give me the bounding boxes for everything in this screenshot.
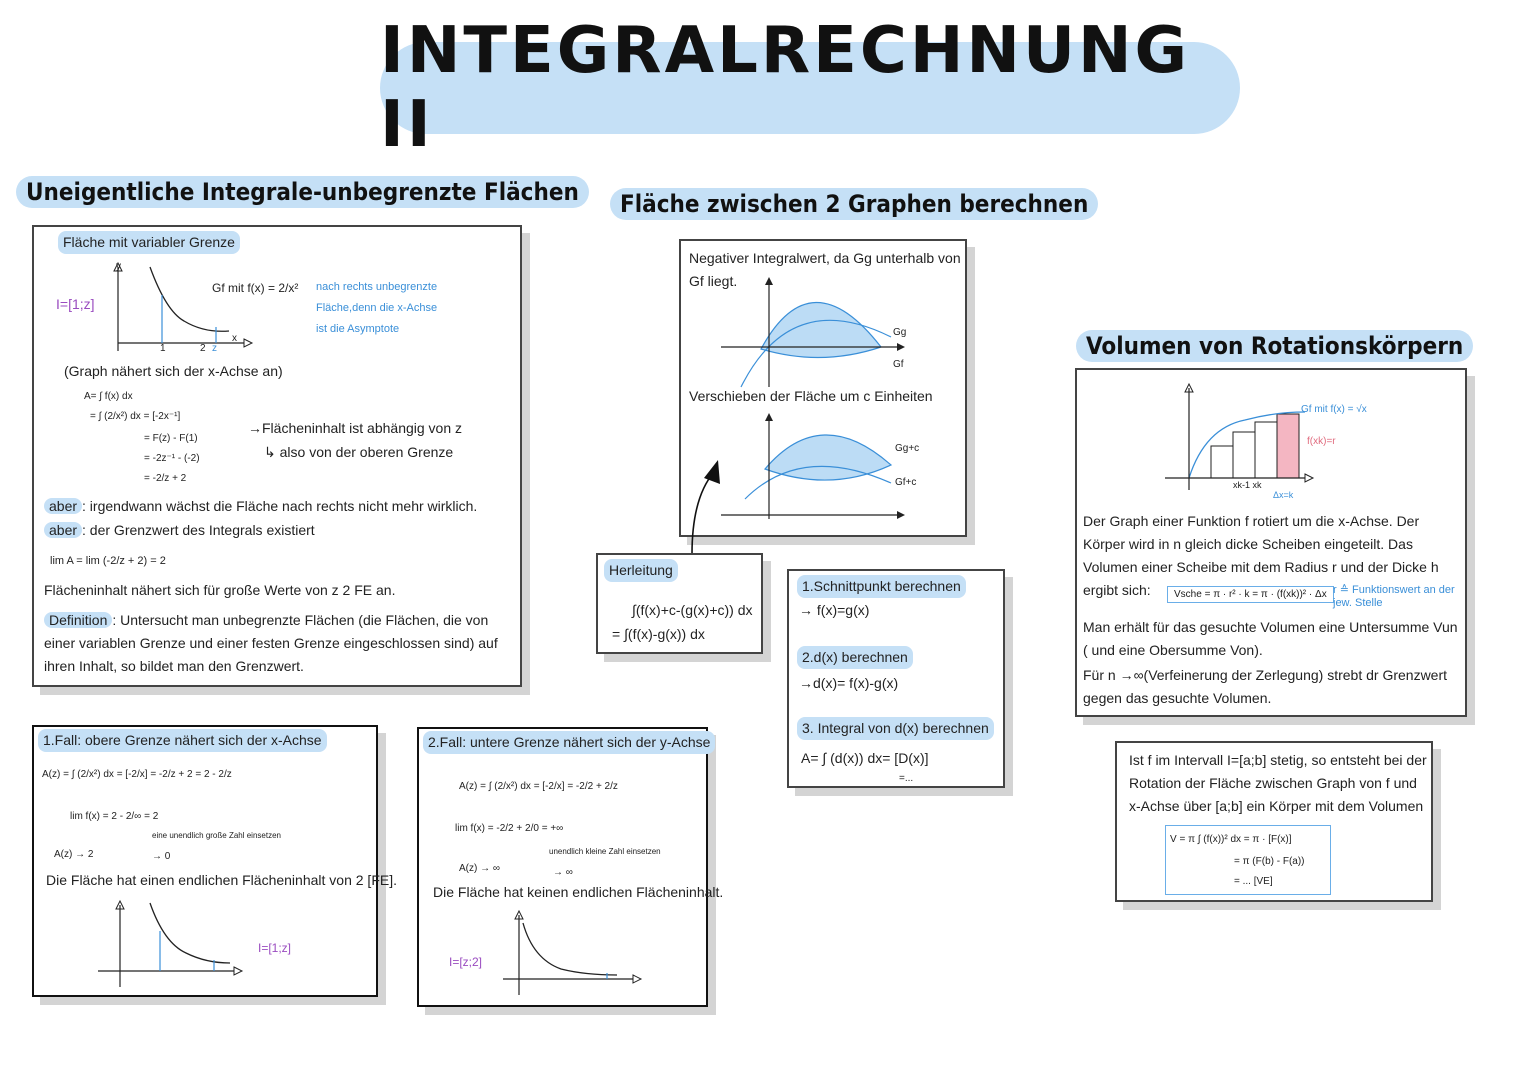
case2-line1: A(z) = ∫ (2/x²) dx = [-2/x] = -2/2 + 2/z	[459, 781, 618, 792]
volume-box	[1115, 741, 1433, 902]
improper-note-3: ist die Asymptote	[316, 323, 400, 335]
case1-line2: lim f(x) = 2 - 2/∞ = 2	[70, 811, 159, 822]
limit-line: lim A = lim (-2/z + 2) = 2	[50, 555, 166, 567]
box-f1: V = π ∫ (f(x))² dx = π · [F(x)]	[1170, 834, 1292, 845]
step1-body: → f(x)=g(x)	[799, 602, 870, 618]
improper-card: Fläche mit variabler Grenze I=[1;z] 1 2 z x y Gf mit f(x) = 2/x² nach rechts unbegrenzte Fläche,denn die x-Achse ist die Asymptote (Graph nähert sich der x-Achse an) A= ∫ f(x) dx = ∫ (2/x²) dx = [-2x⁻¹] = F(z) - F(1) = -2z⁻¹ - (-2) = -2/z + 2 →Flächeninhalt ist abhängig von z ↳ also von der oberen Grenze aber : irgendwann wächst die Fläche nach rechts nicht mehr wirklich. aber : der Grenzwert des Integrals existiert lim A = lim (-2/z + 2) = 2 Flächeninhalt nähert sich für große Werte von z 2 FE an. Definition : Untersucht man unbegrenzte Flächen (die Flächen, die von einer variablen Grenze und einer festen Grenze eingeschlossen sind) auf ihren Inhalt, so bildet man den Grenzwert.	[32, 225, 522, 687]
arrow-icon	[684, 458, 734, 558]
case1-result: Die Fläche hat einen endlichen Flächeninhalt von 2 [FE].	[46, 872, 397, 888]
improper-graph-label: Gf mit f(x) = 2/x²	[212, 281, 299, 295]
case2-line4: A(z) → ∞	[459, 863, 501, 874]
herleitung-card	[596, 553, 763, 654]
case2-graph	[499, 909, 649, 999]
box-f3: = ... [VE]	[1234, 876, 1273, 887]
calc-3: = F(z) - F(1)	[144, 433, 198, 444]
calc-2: = ∫ (2/x²) dx = [-2x⁻¹]	[90, 411, 181, 422]
step2-title: 2.d(x) berechnen	[797, 646, 913, 669]
case2-card	[417, 727, 724, 1007]
box-f2: = π (F(b) - F(a))	[1234, 856, 1305, 867]
case1-line1: A(z) = ∫ (2/x²) dx = [-2/x] = -2/z + 2 = 2 - 2/z	[42, 769, 232, 780]
improper-graph	[94, 261, 254, 351]
step3-title: 3. Integral von d(x) berechnen	[797, 717, 994, 740]
label-gg: Gg	[893, 327, 907, 338]
volume-graph-label: Gf mit f(x) = √x	[1301, 404, 1367, 415]
between-graph-1	[721, 277, 921, 387]
volume-fx: f(xk)=r	[1307, 436, 1336, 447]
volume-heading: Volumen von Rotationskörpern	[1076, 330, 1473, 362]
improper-note-2: Fläche,denn die x-Achse	[316, 302, 438, 314]
aber-line-2: aber : der Grenzwert des Integrals existiert	[44, 519, 315, 542]
volume-card	[1075, 368, 1467, 717]
case1-line3: eine unendlich große Zahl einsetzen	[152, 831, 281, 840]
depends-1: →Flächeninhalt ist abhängig von z	[248, 420, 463, 436]
label-ggc: Gg+c	[895, 443, 920, 454]
herleitung-2: = ∫(f(x)-g(x)) dx	[612, 626, 705, 642]
volume-formula-note: r ≙ Funktionswert an der jew. Stelle	[1333, 584, 1455, 609]
calc-4: = -2z⁻¹ - (-2)	[144, 453, 200, 464]
title-banner	[380, 14, 1240, 162]
volume-dx: Δx=k	[1273, 490, 1294, 500]
step1-title: 1.Schnittpunkt berechnen	[797, 575, 966, 598]
step3-body: A= ∫ (d(x)) dx= [D(x)]	[801, 750, 929, 766]
page-title: INTEGRALRECHNUNG II	[380, 14, 1191, 162]
approach-2: Flächeninhalt nähert sich für große Werte von z 2 FE an.	[44, 582, 396, 598]
aber-line-1: aber : irgendwann wächst die Fläche nach rechts nicht mehr wirklich.	[44, 495, 477, 518]
improper-approach: (Graph nähert sich der x-Achse an)	[64, 363, 283, 379]
depends-2: ↳ also von der oberen Grenze	[264, 444, 454, 460]
volume-box-formula	[1165, 825, 1331, 895]
tick-1: 1	[160, 343, 166, 354]
improper-note-1: nach rechts unbegrenzte	[316, 281, 438, 293]
steps-card	[787, 569, 1005, 788]
case2-line2: lim f(x) = -2/2 + 2/0 = +∞	[455, 823, 564, 834]
case1-line5: → 0	[152, 851, 171, 862]
step3-dots: =...	[899, 773, 914, 784]
improper-heading: Uneigentliche Integrale-unbegrenzte Flächen	[16, 176, 589, 208]
label-gfc: Gf+c	[895, 477, 917, 488]
volume-formula: Vsche = π · r² · k = π · (f(xk))² · Δx	[1167, 586, 1334, 603]
step2-body: →d(x)= f(x)-g(x)	[799, 675, 899, 691]
calc-1: A= ∫ f(x) dx	[84, 391, 133, 402]
herleitung-1: ∫(f(x)+c-(g(x)+c)) dx	[632, 602, 753, 618]
volume-box-text: Ist f im Intervall I=[a;b] stetig, so entsteht bei der Rotation der Fläche zwischen Graph von f und x-Achse über [a;b] ein Körper mit dem Volumen	[1129, 752, 1427, 814]
calc-5: = -2/z + 2	[144, 473, 187, 484]
volume-xticks: xk-1 xk	[1233, 480, 1262, 490]
between-neg-text: Negativer Integralwert, da Gg unterhalb von Gf liegt.	[689, 250, 961, 289]
volume-text-1: Der Graph einer Funktion f rotiert um die x-Achse. Der Körper wird in n gleich dicke Scheiben eingeteilt. Das Volumen einer Scheibe mit dem Radius r und der Dicke h ergibt sich:	[1083, 513, 1439, 598]
between-shift-text: Verschieben der Fläche um c Einheiten	[689, 388, 933, 404]
volume-text-2: Man erhält für das gesuchte Volumen eine Untersumme Vun ( und eine Obersumme Von).	[1083, 619, 1458, 658]
between-graph-2	[721, 413, 921, 523]
tick-z: z	[212, 343, 217, 354]
case1-card	[32, 725, 397, 997]
case2-heading: 2.Fall: untere Grenze nähert sich der y-Achse	[423, 731, 715, 754]
case2-line5: → ∞	[553, 867, 573, 878]
tick-2: 2	[200, 343, 206, 354]
label-gf: Gf	[893, 359, 904, 370]
definition: Definition : Untersucht man unbegrenzte Flächen (die Flächen, die von einer variablen Grenze und einer festen Grenze eingeschlossen sind) auf ihren Inhalt, so bildet man den Grenzwert.	[44, 612, 498, 674]
case2-result: Die Fläche hat keinen endlichen Flächeninhalt.	[433, 884, 724, 900]
case1-interval: I=[1;z]	[258, 941, 292, 955]
improper-interval: I=[1;z]	[56, 296, 95, 312]
volume-text-3: Für n →∞(Verfeinerung der Zerlegung) strebt dr Grenzwert gegen das gesuchte Volumen.	[1083, 667, 1448, 706]
case1-graph	[94, 899, 254, 991]
case1-line4: A(z) → 2	[54, 849, 94, 860]
case2-interval: I=[z;2]	[449, 955, 483, 969]
case1-heading: 1.Fall: obere Grenze nähert sich der x-Achse	[38, 729, 327, 752]
case2-line3: unendlich kleine Zahl einsetzen	[549, 847, 661, 856]
between-heading: Fläche zwischen 2 Graphen berechnen	[610, 188, 1098, 220]
improper-subheading: Fläche mit variabler Grenze	[58, 231, 240, 254]
herleitung-heading: Herleitung	[604, 559, 678, 582]
